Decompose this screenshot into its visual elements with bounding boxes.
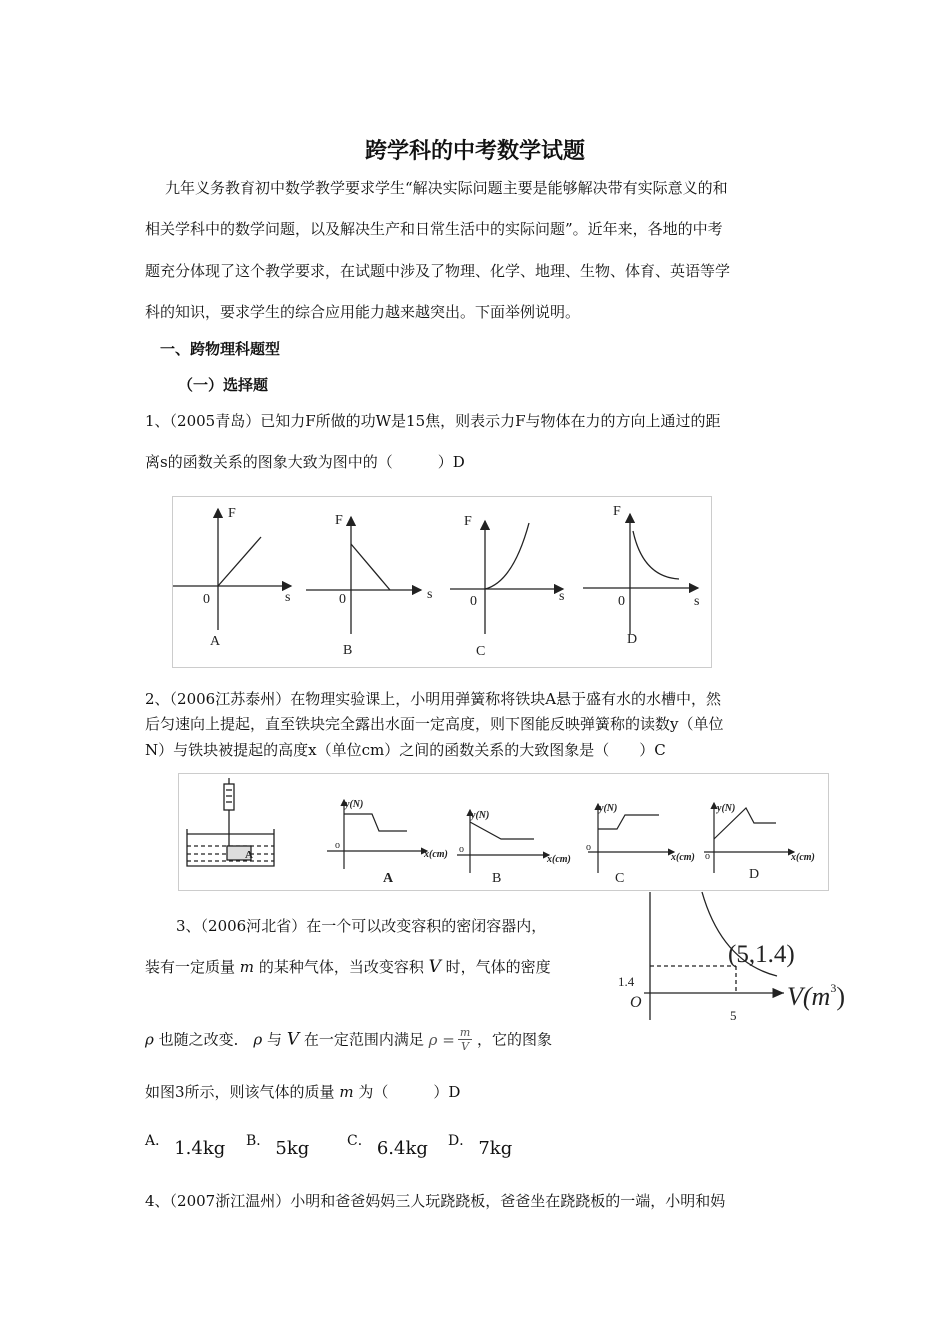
fig2-axis-x-a: x(cm) xyxy=(424,849,448,860)
question-4-line-1: 4、（2007浙江温州）小明和爸爸妈妈三人玩跷跷板，爸爸坐在跷跷板的一端，小明和妈 xyxy=(145,1192,726,1210)
option-b-value: 5kg xyxy=(275,1138,310,1159)
fig2-origin-a: o xyxy=(335,840,340,851)
fig2-axis-y-c: y(N) xyxy=(599,803,618,814)
fig2-label-a: A xyxy=(383,871,394,886)
fig2-origin-d: o xyxy=(705,851,710,862)
section-heading: 一、跨物理科题型 xyxy=(160,340,281,358)
fig1-axis-y-c: F xyxy=(464,514,472,529)
fig2-axis-y-a: y(N) xyxy=(345,799,364,810)
q3-symbol-m: m xyxy=(239,958,255,976)
fig2-origin-b: o xyxy=(459,844,464,855)
question-1-line-2: 离s的函数关系的图象大致为图中的（ ）D xyxy=(145,453,465,471)
option-c xyxy=(347,1130,428,1159)
intro-line-3: 题充分体现了这个教学要求，在试题中涉及了物理、化学、地理、生物、体育、英语等学 xyxy=(145,262,731,280)
figure-1 xyxy=(172,496,712,668)
fig1-label-a: A xyxy=(210,634,221,649)
option-a xyxy=(145,1130,226,1159)
q3-symbol-m-2: m xyxy=(339,1083,354,1101)
fig3-point-label: (5,1.4) xyxy=(728,941,795,968)
option-a-value: 1.4kg xyxy=(174,1138,226,1159)
question-3-line-4 xyxy=(145,1081,460,1102)
figure-3 xyxy=(612,890,848,1030)
q3-text-a: 装有一定质量 xyxy=(145,958,236,976)
q3-text-e: 与 xyxy=(267,1030,283,1049)
intro-line-2: 相关学科中的数学问题，以及解决生产和日常生活中的实际问题”。近年来，各地的中考 xyxy=(145,220,723,238)
question-3-line-3 xyxy=(145,1026,552,1053)
q3-text-d: 也随之改变． xyxy=(158,1030,249,1049)
fig3-x-axis-label xyxy=(787,981,845,1011)
fig1-axis-x-a: s xyxy=(285,590,291,605)
fig2-label-d: D xyxy=(749,867,760,882)
fig2-axis-x-d: x(cm) xyxy=(791,852,815,863)
fig1-axis-x-d: s xyxy=(694,594,700,609)
fig1-origin-d: 0 xyxy=(618,594,625,609)
fig1-label-b: B xyxy=(343,643,353,658)
q3-text-h: 如图3所示，则该气体的质量 xyxy=(145,1083,335,1101)
intro-line-4: 科的知识，要求学生的综合应用能力越来越突出。下面举例说明。 xyxy=(145,303,581,321)
q3-formula-lhs: ρ = xyxy=(428,1030,455,1049)
fig1-origin-c: 0 xyxy=(470,594,477,609)
question-3-line-2 xyxy=(145,956,551,977)
q3-text-c: 时，气体的密度 xyxy=(445,958,551,976)
fig1-label-d: D xyxy=(627,632,638,647)
q3-symbol-v-2: V xyxy=(286,1029,300,1050)
fig2-label-c: C xyxy=(615,871,625,886)
q3-symbol-rho-2: ρ xyxy=(253,1030,263,1049)
option-a-letter: A． xyxy=(145,1133,170,1149)
q3-text-f: 在一定范围内满足 xyxy=(303,1030,424,1049)
fig3-x-label-close: ) xyxy=(836,982,845,1011)
fig2-axis-y-b: y(N) xyxy=(471,810,490,821)
fig3-y-tick: 1.4 xyxy=(618,974,635,989)
subsection-heading: （一）选择题 xyxy=(178,376,269,394)
spring-scale-apparatus xyxy=(187,778,274,866)
option-c-letter: C． xyxy=(347,1133,372,1149)
intro-line-1: 九年义务教育初中数学教学要求学生“解决实际问题主要是能够解决带有实际意义的和 xyxy=(165,179,728,197)
q3-text-i: 为（ ）D xyxy=(358,1083,461,1101)
q3-formula-numerator: m xyxy=(459,1026,471,1039)
fig3-x-label-main: V(m xyxy=(787,982,831,1011)
q3-formula-denominator: V xyxy=(461,1040,470,1053)
fig1-axis-y-b: F xyxy=(335,513,343,528)
question-1-line-1: 1、（2005青岛）已知力F所做的功W是15焦，则表示力F与物体在力的方向上通过的距 xyxy=(145,412,721,430)
q3-formula xyxy=(429,1026,473,1053)
fig1-axis-x-c: s xyxy=(559,589,565,604)
question-2-line-3: N）与铁块被提起的高度x（单位cm）之间的函数关系的大致图象是（ ）C xyxy=(145,741,666,759)
q3-text-b: 的某种气体，当改变容积 xyxy=(258,958,424,976)
fig1-axis-y-a: F xyxy=(228,506,236,521)
fig1-origin-b: 0 xyxy=(339,592,346,607)
q3-symbol-v: V xyxy=(428,957,441,977)
q3-text-g: ，它的图象 xyxy=(477,1030,553,1049)
fig2-block-label: A xyxy=(245,849,253,861)
fig3-x-tick: 5 xyxy=(730,1008,737,1023)
option-d-letter: D． xyxy=(448,1133,474,1149)
fig1-axis-y-d: F xyxy=(613,504,621,519)
question-3-line-1: 3、（2006河北省）在一个可以改变容积的密闭容器内， xyxy=(176,917,547,935)
option-b xyxy=(246,1130,310,1159)
fig2-axis-x-c: x(cm) xyxy=(671,852,695,863)
fig2-label-b: B xyxy=(492,871,502,886)
option-b-letter: B． xyxy=(246,1133,271,1149)
question-2-line-1: 2、（2006江苏泰州）在物理实验课上，小明用弹簧称将铁块A悬于盛有水的水槽中，然 xyxy=(145,690,722,708)
page-title: 跨学科的中考数学试题 xyxy=(364,139,585,164)
option-d-value: 7kg xyxy=(478,1138,513,1159)
fig2-axis-x-b: x(cm) xyxy=(547,854,571,865)
fig1-axis-x-b: s xyxy=(427,587,433,602)
fig2-origin-c: o xyxy=(586,842,591,853)
q3-symbol-rho: ρ xyxy=(145,1030,154,1049)
option-c-value: 6.4kg xyxy=(376,1138,428,1159)
fig1-label-c: C xyxy=(476,644,486,659)
option-d xyxy=(448,1130,513,1159)
fig1-origin-a: 0 xyxy=(203,592,210,607)
fig3-origin: O xyxy=(630,994,642,1011)
fig2-axis-y-d: y(N) xyxy=(717,803,736,814)
question-2-line-2: 后匀速向上提起，直至铁块完全露出水面一定高度，则下图能反映弹簧称的读数y（单位 xyxy=(145,715,724,733)
figure-2 xyxy=(178,773,829,891)
fig3-x-label-sup: 3 xyxy=(830,981,837,995)
